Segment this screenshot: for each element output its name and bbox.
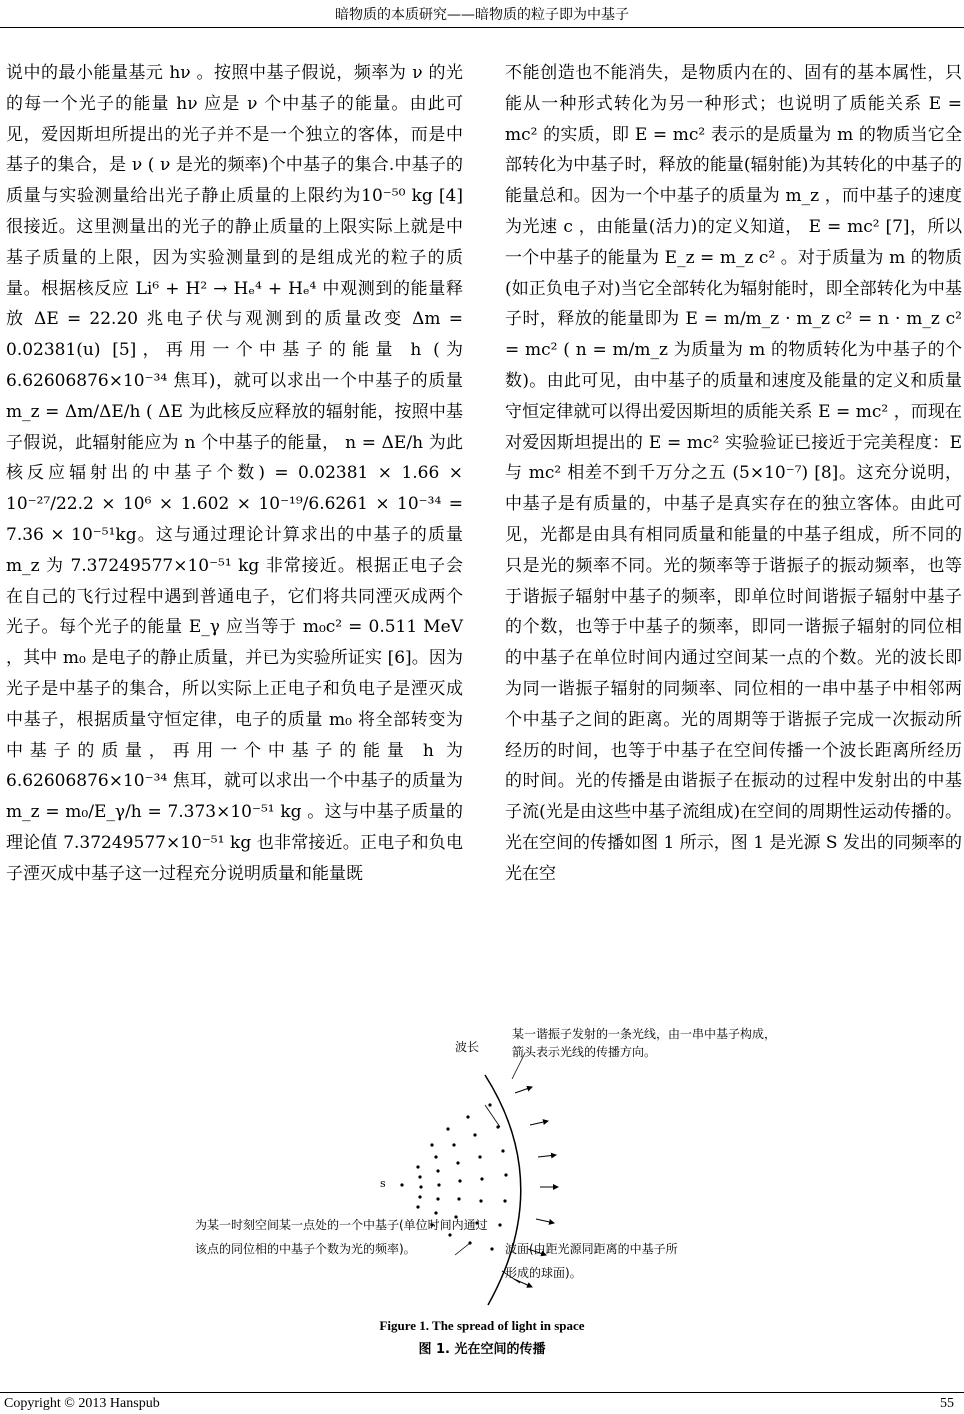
- left-column: [6, 58, 463, 890]
- running-header: 暗物质的本质研究——暗物质的粒子即为中基子: [335, 7, 629, 23]
- figure-diagram: [170, 1035, 790, 1325]
- source-label: s: [380, 1177, 386, 1190]
- leader-wavelength: [485, 1105, 500, 1127]
- footer-rule: [0, 1392, 964, 1393]
- annotation-ray: 某一谐振子发射的一条光线，由一串中基子构成，箭头表示光线的传播方向。: [512, 1027, 777, 1059]
- annotation-wavelength: 波长: [455, 1040, 480, 1054]
- figure-light-spread: [170, 1027, 790, 1325]
- annotation-wavefront: 波面(由距光源同距离的中基子所形成的球面)。: [505, 1242, 678, 1280]
- page-number: 55: [940, 1396, 954, 1411]
- figure-caption-en: Figure 1. The spread of light in space: [379, 1318, 585, 1333]
- header-rule: [0, 27, 964, 28]
- left-column-text: 说中的最小能量基元 hν 。按照中基子假说，频率为 ν 的光的每一个光子的能量 hν 应是 ν 个中基子的能量。由此可见，爱因斯坦所提出的光子并不是一个独立的客体，而是中基子的集合，是 ν ( ν 是光的频率)个中基子的集合.中基子的质量与实验测量给出光子静止质量的上限约为10⁻⁵⁰ kg [4]很接近。这里测量出的光子的静止质量的上限实际上就是中基子质量的上限，因为实验测量到的是组成光的粒子的质量。根据核反应 Li⁶ + H² → Hₑ⁴ + Hₑ⁴ 中观测到的能量释放 ΔE = 22.20 兆电子伏与观测到的质量改变 Δm = 0.02381(u) [5]，再用一个中基子的能量 h (为 6.62606876×10⁻³⁴ 焦耳)，就可以求出一个中基子的质量 m_z = Δm/ΔE/h ( ΔE 为此核反应释放的辐射能，按照中基子假说，此辐射能应为 n 个中基子的能量， n = ΔE/h 为此核反应辐射出的中基子个数) = 0.02381 × 1.66 × 10⁻²⁷/22.2 × 10⁶ × 1.602 × 10⁻¹⁹/6.6261 × 10⁻³⁴ = 7.36 × 10⁻⁵¹kg。这与通过理论计算求出的中基子的质量 m_z 为 7.37249577×10⁻⁵¹ kg 非常接近。根据正电子会在自己的飞行过程中遇到普通电子，它们将共同湮灭成两个光子。每个光子的能量 E_γ 应当等于 m₀c² = 0.511 MeV ，其中 m₀ 是电子的静止质量，并已为实验所证实 [6]。因为光子是中基子的集合，所以实际上正电子和负电子是湮灭成中基子，根据质量守恒定律，电子的质量 m₀ 将全部转变为中基子的质量，再用一个中基子的能量 h 为 6.62606876×10⁻³⁴ 焦耳，就可以求出一个中基子的质量为 m_z = m₀/E_γ/h = 7.373×10⁻⁵¹ kg 。这与中基子质量的理论值 7.37249577×10⁻⁵¹ kg 也非常接近。正电子和负电子湮灭成中基子这一过程充分说明质量和能量既: [6, 63, 463, 884]
- copyright-notice: Copyright © 2013 Hanspub: [4, 1396, 160, 1411]
- right-column: [505, 58, 962, 890]
- right-column-text: 不能创造也不能消失，是物质内在的、固有的基本属性，只能从一种形式转化为另一种形式；也说明了质能关系 E = mc² 的实质，即 E = mc² 表示的是质量为 m 的物质当它全部转化为中基子时，释放的能量(辐射能)为其转化的中基子的能量总和。因为一个中基子的质量为 m_z ，而中基子的速度为光速 c ，由能量(活力)的定义知道， E = mc² [7]，所以一个中基子的能量为 E_z = m_z c² 。对于质量为 m 的物质(如正负电子对)当它全部转化为辐射能时，即全部转化为中基子时，释放的能量即为 E = m/m_z · m_z c² = n · m_z c² = mc² ( n = m/m_z 为质量为 m 的物质转化为中基子的个数)。由此可见，由中基子的质量和速度及能量的定义和质量守恒定律就可以得出爱因斯坦的质能关系 E = mc² ，而现在对爱因斯坦提出的 E = mc² 实验验证已接近于完美程度：E 与 mc² 相差不到千万分之五 (5×10⁻⁷) [8]。这充分说明，中基子是有质量的，中基子是真实存在的独立客体。由此可见，光都是由具有相同质量和能量的中基子组成，所不同的只是光的频率不同。光的频率等于谐振子的振动频率，也等于谐振子辐射中基子的频率，即单位时间谐振子辐射中基子的个数，也等于中基子的频率，即同一谐振子辐射的同位相的中基子在单位时间内通过空间某一点的个数。光的波长即为同一谐振子辐射的同频率、同位相的一串中基子中相邻两个中基子之间的距离。光的周期等于谐振子完成一次振动所经历的时间，也等于中基子在空间传播一个波长距离所经历的时间。光的传播是由谐振子在振动的过程中发射出的中基子流(光是由这些中基子流组成)在空间的周期性运动传播的。光在空间的传播如图 1 所示，图 1 是光源 S 发出的同频率的光在空: [505, 63, 962, 884]
- annotation-point: 为某一时刻空间某一点处的一个中基子(单位时间内通过该点的同位相的中基子个数为光的频率)。: [195, 1218, 488, 1256]
- figure-caption-zh: 图 1. 光在空间的传播: [418, 1342, 546, 1357]
